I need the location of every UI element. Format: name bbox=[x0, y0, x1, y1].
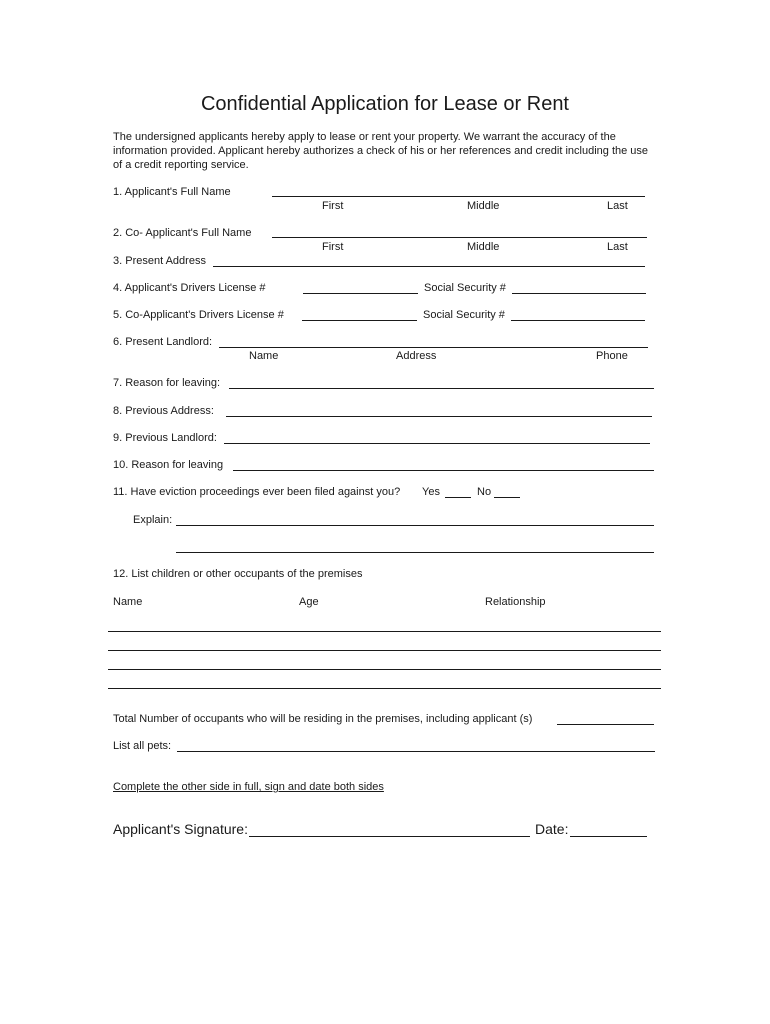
explain-field-line-2[interactable] bbox=[176, 541, 654, 553]
coapplicant-license-field[interactable] bbox=[302, 309, 417, 321]
present-landlord-field[interactable] bbox=[219, 336, 648, 348]
previous-landlord-label: 9. Previous Landlord: bbox=[113, 432, 217, 444]
occupants-heading: 12. List children or other occupants of the premises bbox=[113, 568, 363, 580]
eviction-yes-label: Yes bbox=[422, 486, 440, 498]
pets-label: List all pets: bbox=[113, 740, 172, 752]
present-landlord-label: 6. Present Landlord: bbox=[113, 336, 213, 348]
previous-reason-leaving-label: 10. Reason for leaving bbox=[113, 459, 224, 471]
eviction-no-field[interactable] bbox=[494, 486, 520, 498]
eviction-no-label: No bbox=[477, 486, 492, 498]
pets-field[interactable] bbox=[177, 740, 655, 752]
previous-landlord-field[interactable] bbox=[224, 432, 650, 444]
occupant-row-line-2[interactable] bbox=[108, 640, 661, 651]
signature-label: Applicant's Signature: bbox=[113, 821, 248, 837]
date-field[interactable] bbox=[570, 821, 647, 837]
present-address-label: 3. Present Address bbox=[113, 255, 206, 267]
total-occupants-label: Total Number of occupants who will be residing in the premises, including applicant (s) bbox=[113, 713, 533, 725]
applicant-last-caption: Last bbox=[607, 200, 628, 212]
landlord-address-caption: Address bbox=[396, 350, 437, 362]
present-address-field[interactable] bbox=[213, 255, 645, 267]
applicant-middle-caption: Middle bbox=[467, 200, 500, 212]
explain-label: Explain: bbox=[133, 514, 173, 526]
eviction-question: 11. Have eviction proceedings ever been filed against you? bbox=[113, 486, 401, 498]
previous-address-field[interactable] bbox=[226, 405, 652, 417]
applicant-ssn-field[interactable] bbox=[512, 282, 646, 294]
occupant-name-header: Name bbox=[113, 596, 143, 608]
explain-field-line-1[interactable] bbox=[176, 514, 654, 526]
form-title: Confidential Application for Lease or Rent bbox=[200, 93, 569, 115]
previous-reason-leaving-field[interactable] bbox=[233, 459, 654, 471]
applicant-name-label: 1. Applicant's Full Name bbox=[113, 186, 231, 198]
eviction-yes-field[interactable] bbox=[445, 486, 471, 498]
coapplicant-middle-caption: Middle bbox=[467, 241, 500, 253]
complete-note: Complete the other side in full, sign and date both sides bbox=[113, 781, 384, 793]
landlord-name-caption: Name bbox=[249, 350, 279, 362]
applicant-license-field[interactable] bbox=[303, 282, 418, 294]
coapplicant-last-caption: Last bbox=[607, 241, 628, 253]
occupant-row-line-3[interactable] bbox=[108, 659, 661, 670]
landlord-phone-caption: Phone bbox=[596, 350, 628, 362]
coapplicant-ssn-label: Social Security # bbox=[423, 309, 505, 321]
applicant-first-caption: First bbox=[322, 200, 344, 212]
coapplicant-name-label: 2. Co- Applicant's Full Name bbox=[113, 227, 252, 239]
coapplicant-ssn-field[interactable] bbox=[511, 309, 645, 321]
occupant-row-line-1[interactable] bbox=[108, 621, 661, 632]
coapplicant-name-field[interactable] bbox=[272, 227, 647, 238]
applicant-ssn-label: Social Security # bbox=[424, 282, 506, 294]
signature-field[interactable] bbox=[249, 821, 530, 837]
date-label: Date: bbox=[535, 821, 569, 837]
applicant-license-label: 4. Applicant's Drivers License # bbox=[113, 282, 266, 294]
reason-leaving-label: 7. Reason for leaving: bbox=[113, 377, 221, 389]
total-occupants-field[interactable] bbox=[557, 713, 654, 725]
coapplicant-first-caption: First bbox=[322, 241, 344, 253]
occupant-row-line-4[interactable] bbox=[108, 678, 661, 689]
reason-leaving-field[interactable] bbox=[229, 377, 654, 389]
coapplicant-license-label: 5. Co-Applicant's Drivers License # bbox=[113, 309, 284, 321]
intro-paragraph: The undersigned applicants hereby apply to lease or rent your property. We warrant the accuracy of the information provided. Applicant hereby authorizes a check of his or her references and credit including the use of a credit reporting service. bbox=[113, 131, 649, 171]
applicant-name-field[interactable] bbox=[272, 186, 645, 197]
occupant-relationship-header: Relationship bbox=[485, 596, 546, 608]
occupant-age-header: Age bbox=[299, 596, 319, 608]
previous-address-label: 8. Previous Address: bbox=[113, 405, 214, 417]
